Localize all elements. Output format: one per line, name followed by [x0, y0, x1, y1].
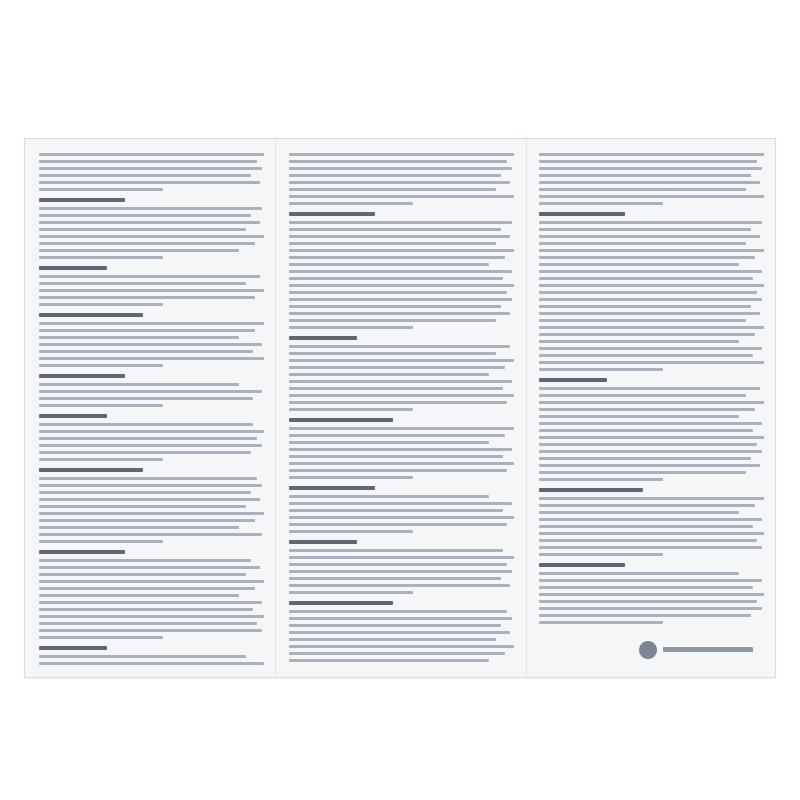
text-line	[289, 610, 507, 613]
text-line	[289, 645, 514, 648]
text-line	[539, 284, 764, 287]
text-line	[539, 471, 746, 474]
text-line	[39, 505, 246, 508]
text-line	[289, 401, 507, 404]
text-line	[539, 443, 757, 446]
text-line	[539, 607, 762, 610]
text-line	[39, 336, 239, 339]
text-line	[289, 352, 496, 355]
text-line	[539, 340, 739, 343]
section-heading	[39, 266, 107, 270]
text-line	[289, 235, 510, 238]
text-line	[539, 291, 757, 294]
text-line	[289, 221, 512, 224]
text-line	[539, 160, 757, 163]
text-line	[539, 394, 746, 397]
section-heading	[39, 550, 125, 554]
text-line	[289, 523, 507, 526]
text-line	[289, 631, 510, 634]
text-line	[539, 228, 751, 231]
text-line	[39, 601, 262, 604]
text-line	[289, 469, 507, 472]
text-line	[539, 511, 739, 514]
text-line	[539, 181, 760, 184]
text-line	[539, 221, 762, 224]
text-line	[39, 519, 255, 522]
text-line	[539, 478, 663, 481]
insert-sheet	[24, 138, 776, 678]
text-line	[39, 242, 255, 245]
text-line	[539, 195, 764, 198]
text-line	[539, 415, 739, 418]
text-line	[39, 662, 264, 665]
column-right	[539, 153, 764, 665]
section-heading	[539, 378, 607, 382]
text-line	[289, 462, 514, 465]
text-line	[289, 387, 503, 390]
text-line	[39, 160, 257, 163]
text-line	[39, 228, 246, 231]
text-line	[289, 160, 507, 163]
text-line	[39, 350, 253, 353]
section-heading	[289, 486, 375, 490]
text-line	[289, 319, 496, 322]
text-line	[39, 383, 239, 386]
text-line	[289, 256, 505, 259]
text-line	[39, 430, 264, 433]
text-line	[539, 354, 753, 357]
text-line	[289, 366, 505, 369]
text-line	[39, 615, 264, 618]
text-line	[289, 530, 413, 533]
text-line	[39, 329, 255, 332]
text-line	[289, 617, 512, 620]
text-line	[289, 509, 503, 512]
text-line	[289, 427, 514, 430]
text-line	[39, 655, 246, 658]
text-line	[539, 242, 746, 245]
text-line	[539, 298, 762, 301]
column-middle	[289, 153, 514, 665]
text-line	[539, 333, 755, 336]
text-line	[289, 476, 413, 479]
fold-line-right	[526, 139, 527, 677]
text-line	[39, 484, 262, 487]
text-line	[539, 436, 764, 439]
section-heading	[289, 540, 357, 544]
text-line	[289, 202, 413, 205]
text-line	[289, 591, 413, 594]
text-line	[539, 188, 746, 191]
text-line	[289, 312, 510, 315]
text-line	[539, 235, 760, 238]
text-line	[39, 444, 262, 447]
text-line	[539, 600, 757, 603]
text-line	[39, 404, 163, 407]
text-line	[539, 326, 764, 329]
text-line	[289, 455, 503, 458]
text-line	[539, 408, 755, 411]
text-line	[39, 526, 239, 529]
text-line	[539, 153, 764, 156]
text-line	[39, 249, 239, 252]
text-line	[539, 546, 762, 549]
text-line	[289, 284, 514, 287]
text-line	[289, 441, 489, 444]
text-line	[39, 174, 251, 177]
text-line	[39, 343, 262, 346]
text-line	[289, 495, 489, 498]
text-line	[39, 397, 253, 400]
text-line	[539, 277, 753, 280]
text-line	[289, 549, 503, 552]
text-line	[289, 305, 501, 308]
text-line	[39, 573, 246, 576]
section-heading	[289, 212, 375, 216]
text-line	[539, 387, 760, 390]
section-heading	[39, 198, 125, 202]
text-line	[539, 614, 751, 617]
text-line	[289, 502, 512, 505]
text-line	[39, 608, 253, 611]
text-line	[539, 422, 762, 425]
text-line	[289, 181, 510, 184]
text-line	[289, 167, 512, 170]
text-line	[539, 368, 663, 371]
logo-icon	[639, 641, 657, 659]
text-line	[289, 345, 510, 348]
text-line	[289, 577, 501, 580]
text-line	[39, 390, 262, 393]
text-line	[39, 491, 251, 494]
text-line	[289, 638, 496, 641]
text-line	[539, 539, 757, 542]
section-heading	[39, 374, 125, 378]
text-line	[539, 518, 762, 521]
text-line	[289, 228, 501, 231]
section-heading	[539, 488, 643, 492]
text-line	[289, 659, 489, 662]
text-line	[39, 289, 264, 292]
text-line	[289, 380, 512, 383]
text-line	[289, 270, 512, 273]
text-line	[539, 572, 739, 575]
text-line	[289, 174, 501, 177]
text-line	[289, 298, 512, 301]
text-line	[39, 167, 262, 170]
section-heading	[39, 313, 143, 317]
text-line	[39, 533, 262, 536]
text-line	[39, 477, 257, 480]
text-line	[539, 497, 764, 500]
text-line	[289, 570, 512, 573]
manufacturer-logo	[639, 633, 759, 667]
text-line	[539, 263, 739, 266]
text-line	[39, 282, 246, 285]
text-line	[39, 629, 262, 632]
text-line	[539, 450, 762, 453]
section-heading	[289, 336, 357, 340]
text-line	[39, 512, 264, 515]
text-line	[539, 167, 762, 170]
text-line	[289, 188, 496, 191]
text-line	[39, 458, 163, 461]
text-line	[39, 423, 253, 426]
text-line	[39, 207, 262, 210]
text-line	[539, 256, 755, 259]
text-line	[39, 322, 264, 325]
text-line	[39, 594, 239, 597]
text-line	[539, 525, 753, 528]
text-line	[289, 434, 505, 437]
fold-line-left	[275, 139, 276, 677]
text-line	[289, 652, 505, 655]
text-line	[539, 202, 663, 205]
text-line	[39, 498, 260, 501]
section-heading	[539, 212, 625, 216]
text-line	[39, 153, 264, 156]
column-left	[39, 153, 264, 665]
text-line	[39, 181, 260, 184]
text-line	[39, 303, 163, 306]
text-line	[289, 556, 514, 559]
text-line	[39, 580, 264, 583]
text-line	[539, 532, 764, 535]
section-heading	[289, 601, 393, 605]
text-line	[289, 624, 501, 627]
text-line	[289, 242, 496, 245]
text-line	[289, 563, 507, 566]
text-line	[539, 504, 755, 507]
text-line	[539, 579, 762, 582]
text-line	[39, 221, 260, 224]
text-line	[539, 319, 746, 322]
text-line	[39, 256, 163, 259]
text-line	[39, 357, 264, 360]
text-line	[539, 249, 764, 252]
text-line	[289, 408, 413, 411]
text-line	[539, 312, 760, 315]
text-line	[289, 394, 514, 397]
text-line	[289, 153, 514, 156]
text-line	[539, 464, 760, 467]
section-heading	[539, 563, 625, 567]
text-line	[39, 437, 257, 440]
text-line	[539, 429, 753, 432]
text-line	[39, 296, 255, 299]
text-line	[39, 214, 251, 217]
logo-wordmark	[663, 647, 753, 652]
text-line	[539, 593, 764, 596]
text-line	[289, 448, 512, 451]
text-line	[39, 451, 251, 454]
text-line	[539, 361, 764, 364]
text-line	[39, 587, 255, 590]
section-heading	[289, 418, 393, 422]
text-line	[39, 364, 163, 367]
text-line	[39, 188, 163, 191]
text-line	[539, 270, 762, 273]
text-line	[539, 457, 751, 460]
text-line	[39, 566, 260, 569]
text-line	[289, 373, 489, 376]
text-line	[39, 235, 264, 238]
section-heading	[39, 414, 107, 418]
section-heading	[39, 646, 107, 650]
text-line	[39, 540, 163, 543]
text-line	[539, 401, 764, 404]
text-line	[39, 622, 257, 625]
text-line	[539, 174, 751, 177]
text-line	[289, 516, 514, 519]
text-line	[289, 195, 514, 198]
text-line	[289, 584, 510, 587]
text-line	[39, 559, 251, 562]
text-line	[289, 291, 507, 294]
text-line	[539, 553, 663, 556]
text-line	[289, 249, 514, 252]
text-line	[539, 586, 753, 589]
text-line	[289, 326, 413, 329]
text-line	[539, 305, 751, 308]
text-line	[289, 277, 503, 280]
text-line	[539, 347, 762, 350]
text-line	[289, 359, 514, 362]
text-line	[289, 263, 489, 266]
text-line	[39, 275, 260, 278]
section-heading	[39, 468, 143, 472]
text-line	[539, 621, 663, 624]
text-line	[39, 636, 163, 639]
